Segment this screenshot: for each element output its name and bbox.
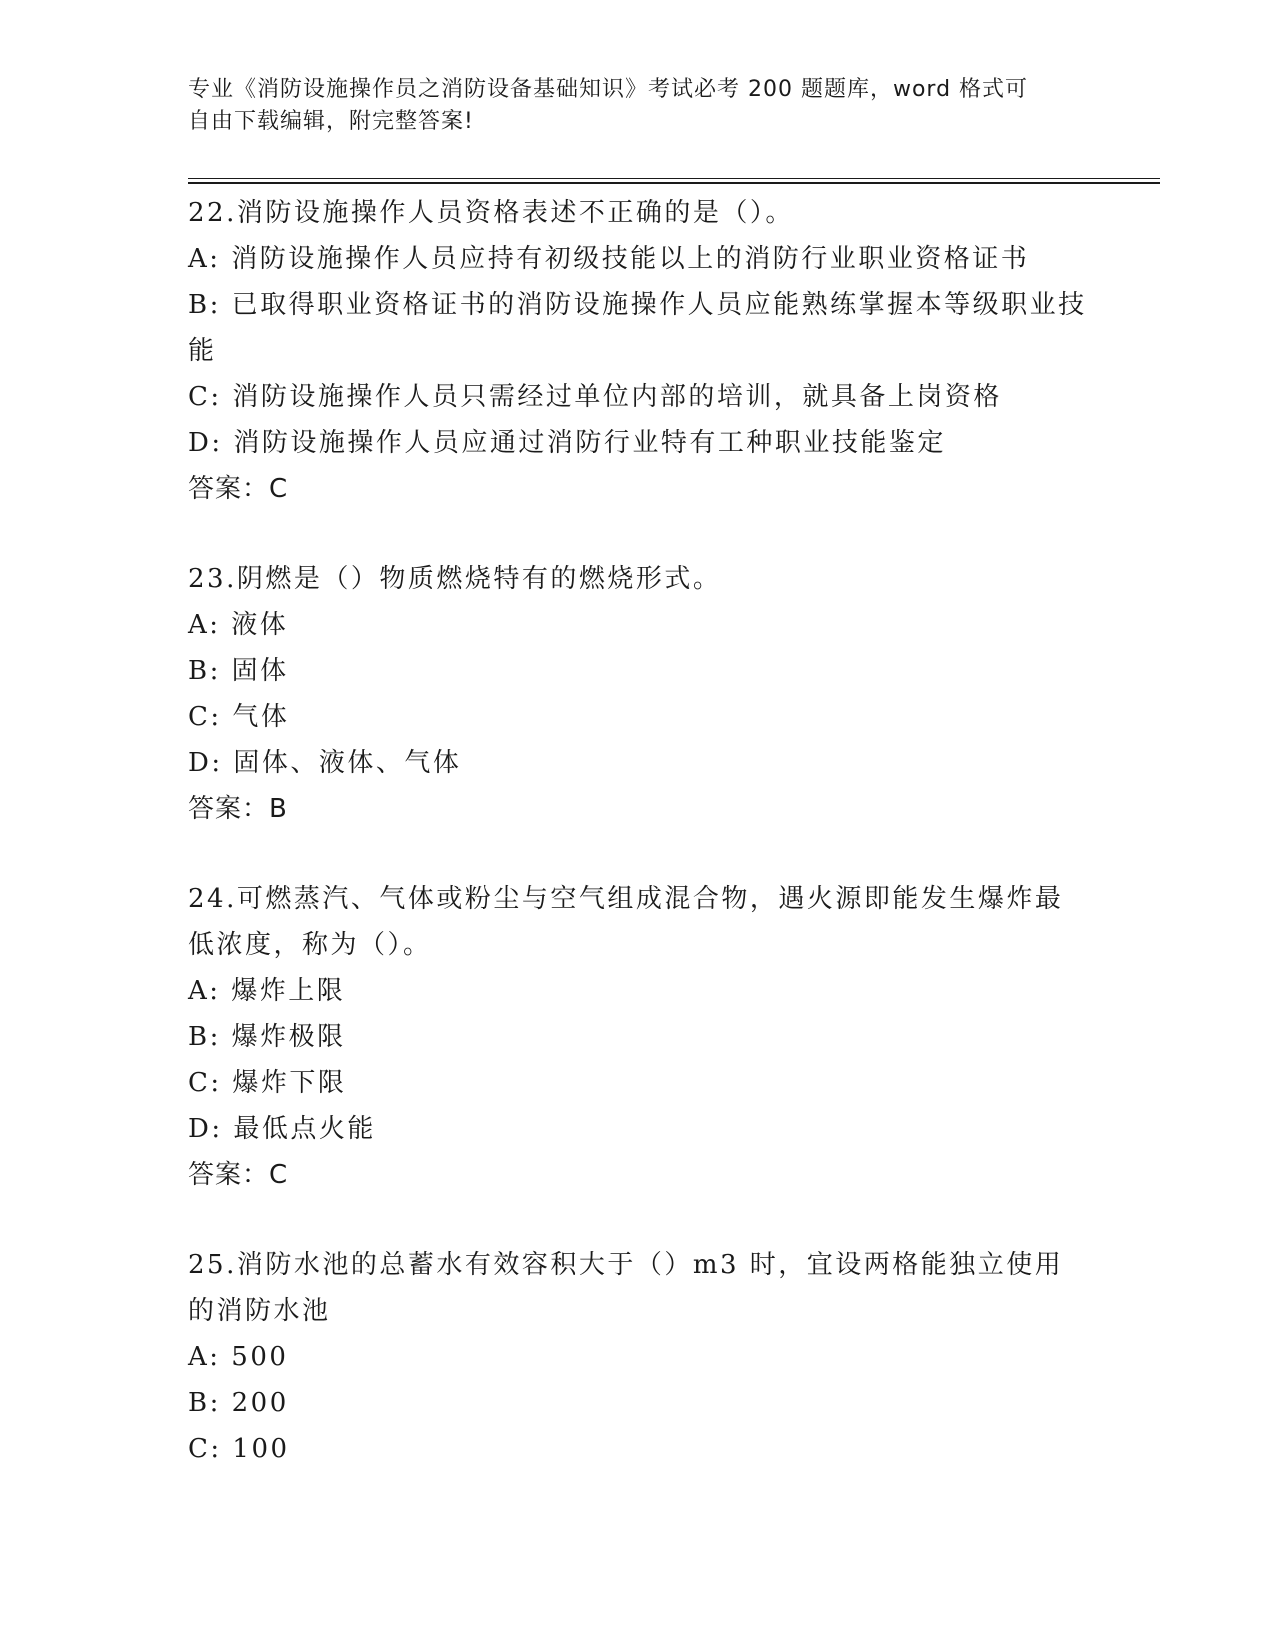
answer-label: 答案：C [188,1160,289,1190]
answer-label: 答案：C [188,474,289,504]
option-c: C: 气体 [188,702,290,732]
option-a: A: 500 [188,1342,289,1372]
question-stem: 24.可燃蒸汽、气体或粉尘与空气组成混合物，遇火源即能发生爆炸最低浓度，称为（）。 [188,884,1064,960]
document-header [188,74,1088,138]
option-c: C: 100 [188,1434,290,1464]
question-24 [188,876,1088,1198]
option-d: D: 消防设施操作人员应通过消防行业特有工种职业技能鉴定 [188,428,946,458]
option-d: D: 固体、液体、气体 [188,748,462,778]
option-b: B: 爆炸极限 [188,1022,346,1052]
question-stem: 22.消防设施操作人员资格表述不正确的是（）。 [188,198,794,228]
header-divider-thick [188,182,1160,184]
option-c: C: 消防设施操作人员只需经过单位内部的培训，就具备上岗资格 [188,382,1002,412]
header-divider-thin [188,178,1160,179]
option-d: D: 最低点火能 [188,1114,376,1144]
question-list [188,190,1088,1516]
answer-label: 答案：B [188,794,288,824]
question-stem: 25.消防水池的总蓄水有效容积大于（）m3 时，宜设两格能独立使用的消防水池 [188,1250,1064,1326]
question-stem: 23.阴燃是（）物质燃烧特有的燃烧形式。 [188,564,722,594]
header-line-1: 专业《消防设施操作员之消防设备基础知识》考试必考 200 题题库，word 格式可 [188,77,1029,102]
option-b: B: 固体 [188,656,289,686]
header-line-2: 自由下载编辑，附完整答案! [188,109,474,134]
question-23 [188,556,1088,832]
option-c: C: 爆炸下限 [188,1068,347,1098]
option-b: B: 已取得职业资格证书的消防设施操作人员应能熟练掌握本等级职业技能 [188,290,1087,366]
option-a: A: 消防设施操作人员应持有初级技能以上的消防行业职业资格证书 [188,244,1030,274]
option-b: B: 200 [188,1388,289,1418]
question-22 [188,190,1088,512]
question-25 [188,1242,1088,1472]
option-a: A: 液体 [188,610,289,640]
option-a: A: 爆炸上限 [188,976,346,1006]
